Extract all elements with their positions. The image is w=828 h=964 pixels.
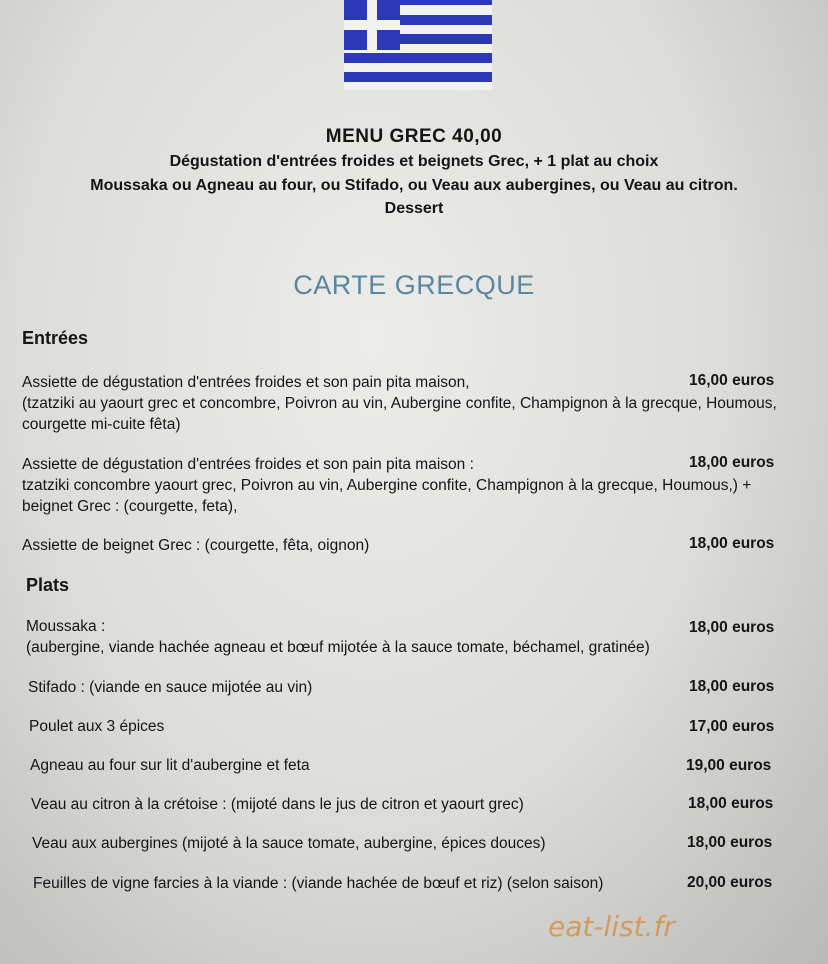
item-price: 18,00 euros — [687, 834, 773, 851]
item-name: Veau au citron à la crétoise : (mijoté dans le jus de citron et yaourt grec) — [31, 796, 524, 813]
list-item — [28, 677, 798, 698]
item-price: 18,00 euros — [689, 619, 775, 636]
list-item — [31, 794, 801, 815]
menu-subtitle: Dégustation d'entrées froides et beignets Grec, + 1 plat au choix — [169, 153, 659, 170]
menu-title: MENU GREC 40,00 — [325, 126, 503, 147]
item-name: Assiette de dégustation d'entrées froides et son pain pita maison, — [22, 374, 470, 391]
item-price: 18,00 euros — [689, 454, 775, 471]
menu-dessert: Dessert — [384, 200, 444, 217]
list-item — [26, 616, 796, 658]
watermark: eat-list.fr — [548, 910, 675, 943]
list-item — [22, 372, 792, 435]
menu-mains: Moussaka ou Agneau au four, ou Stifado, ou Veau aux aubergines, ou Veau au citron. — [90, 177, 738, 194]
item-price: 18,00 euros — [689, 678, 775, 695]
item-name: Assiette de dégustation d'entrées froides et son pain pita maison : — [22, 456, 474, 473]
section-title-plats: Plats — [26, 575, 70, 595]
item-name: Agneau au four sur lit d'aubergine et feta — [30, 757, 310, 774]
item-price: 17,00 euros — [689, 718, 775, 735]
item-name: Stifado : (viande en sauce mijotée au vin) — [28, 679, 313, 696]
item-price: 19,00 euros — [686, 757, 772, 774]
list-item — [22, 535, 792, 556]
item-price: 18,00 euros — [689, 535, 775, 552]
item-name: Feuilles de vigne farcies à la viande : (viande hachée de bœuf et riz) (selon saison) — [33, 875, 604, 892]
item-name: Moussaka : — [26, 618, 106, 635]
item-description: (tzatziki au yaourt grec et concombre, Poivron au vin, Aubergine confite, Champignon à la grecque, Houmous, courgette mi-cuite fêta) — [22, 395, 777, 433]
item-description: tzatziki concombre yaourt grec, Poivron au vin, Aubergine confite, Champignon à la grecque, Houmous,) + beignet Grec : (courgette, feta), — [22, 477, 752, 515]
item-name: Veau aux aubergines (mijoté à la sauce tomate, aubergine, épices douces) — [32, 835, 546, 852]
greek-flag-icon — [344, 0, 492, 90]
list-item — [22, 454, 792, 517]
section-title-entrees: Entrées — [22, 328, 89, 348]
item-price: 18,00 euros — [688, 795, 774, 812]
item-name: Poulet aux 3 épices — [29, 718, 165, 735]
item-price: 16,00 euros — [689, 372, 775, 389]
list-item — [30, 755, 800, 776]
item-price: 20,00 euros — [687, 874, 773, 891]
list-item — [29, 716, 799, 737]
item-name: Assiette de beignet Grec : (courgette, fêta, oignon) — [22, 537, 370, 554]
carte-title: CARTE GRECQUE — [293, 270, 535, 300]
item-description: (aubergine, viande hachée agneau et bœuf mijotée à la sauce tomate, béchamel, gratinée) — [26, 639, 650, 656]
